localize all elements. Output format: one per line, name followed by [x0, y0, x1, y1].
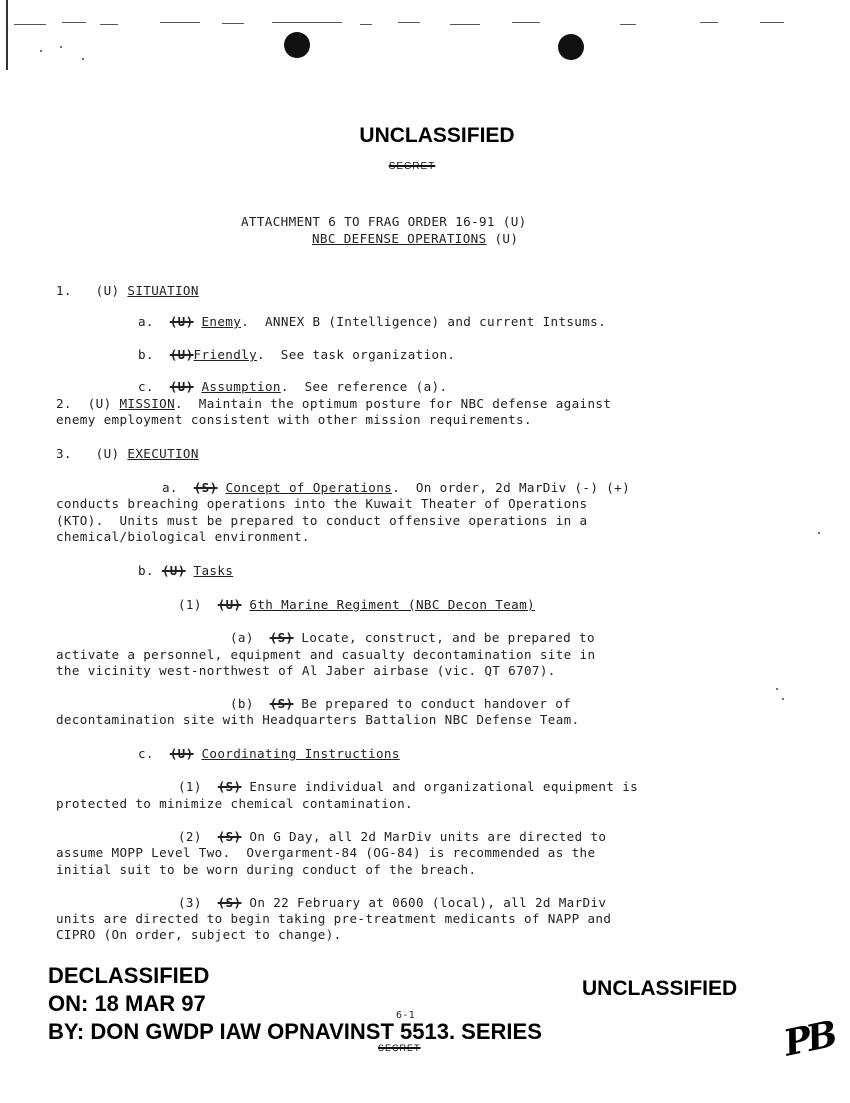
para-text: Ensure individual and organizational equipment is: [241, 779, 639, 794]
scan-artifact: [272, 22, 342, 23]
handwritten-initials: PB: [780, 1013, 838, 1065]
top-classification: UNCLASSIFIED: [359, 124, 515, 147]
coord-1-line-1: [178, 779, 638, 794]
section-number: 1.: [56, 283, 72, 298]
subpara-number: (b): [230, 696, 254, 711]
para-text: . See task organization.: [257, 347, 456, 362]
scan-artifact: [100, 24, 118, 25]
subject-line: [312, 231, 518, 246]
para-text: . ANNEX B (Intelligence) and current Intsums.: [241, 314, 607, 329]
struck-mark: (U): [169, 379, 194, 394]
coord-2-line-3: initial suit to be worn during conduct of the breach.: [56, 862, 477, 877]
para-title: Concept of Operations: [225, 480, 393, 495]
section-2-line-2: enemy employment consistent with other mission requirements.: [56, 412, 532, 427]
task-1a-line-3: the vicinity west-northwest of Al Jaber airbase (vic. QT 6707).: [56, 663, 556, 678]
para-title: Coordinating Instructions: [201, 746, 400, 761]
para-text: Locate, construct, and be prepared to: [293, 630, 595, 645]
subject-title: NBC DEFENSE OPERATIONS: [312, 231, 487, 246]
para-title: Assumption: [201, 379, 281, 394]
para-letter: c.: [138, 379, 154, 394]
struck-mark: (U): [169, 347, 194, 362]
scan-artifact: [360, 24, 372, 25]
scan-artifact: [222, 23, 244, 24]
scan-artifact: [700, 22, 718, 23]
scan-speck: [776, 688, 778, 690]
punch-hole: [284, 32, 310, 58]
scan-artifact: [398, 22, 420, 23]
coord-2-line-2: assume MOPP Level Two. Overgarment-84 (OG-84) is recommended as the: [56, 845, 596, 860]
para-text: . See reference (a).: [280, 379, 448, 394]
scan-speck: [60, 46, 62, 48]
para-1b: [138, 347, 455, 362]
section-title: SITUATION: [127, 283, 199, 298]
para-3a-line-1: [162, 480, 630, 495]
scan-edge-line: [6, 0, 8, 70]
para-text: . Maintain the optimum posture for NBC defense against: [175, 396, 612, 411]
subpara-number: (1): [178, 779, 202, 794]
struck-mark: (S): [269, 696, 294, 711]
section-3-heading: [56, 446, 199, 461]
subpara-number: (2): [178, 829, 202, 844]
para-text: On 22 February at 0600 (local), all 2d MarDiv: [241, 895, 607, 910]
bottom-classification: UNCLASSIFIED: [582, 977, 738, 1000]
para-title: Enemy: [201, 314, 242, 329]
struck-mark: (S): [269, 630, 294, 645]
section-2-line-1: [56, 396, 611, 411]
para-3b: [138, 563, 233, 578]
coord-3-line-2: units are directed to begin taking pre-treatment medicants of NAPP and: [56, 911, 612, 926]
subpara-number: (1): [178, 597, 202, 612]
para-text: On G Day, all 2d MarDiv units are directed to: [241, 829, 607, 844]
classification-mark: (U): [95, 283, 120, 298]
coord-3-line-3: CIPRO (On order, subject to change).: [56, 927, 342, 942]
classification-mark: (U): [87, 396, 112, 411]
scan-speck: [782, 698, 784, 700]
para-1a: [138, 314, 606, 329]
coord-3-line-1: [178, 895, 606, 910]
para-letter: b.: [138, 347, 154, 362]
struck-mark: (S): [217, 895, 242, 910]
struck-mark: (S): [217, 779, 242, 794]
para-letter: c.: [138, 746, 154, 761]
attachment-title: ATTACHMENT 6 TO FRAG ORDER 16-91 (U): [241, 214, 527, 229]
scan-speck: [818, 532, 820, 534]
subpara-number: (3): [178, 895, 202, 910]
page-number: 6-1: [396, 1010, 416, 1021]
para-1c: [138, 379, 447, 394]
scan-artifact: [62, 22, 86, 23]
subject-mark: (U): [494, 231, 519, 246]
punch-hole: [558, 34, 584, 60]
para-3a-line-2: conducts breaching operations into the Kuwait Theater of Operations: [56, 496, 588, 511]
declassified-authority: BY: DON GWDP IAW OPNAVINST 5513. SERIES: [48, 1019, 542, 1044]
para-letter: b.: [138, 563, 154, 578]
task-1: [178, 597, 535, 612]
struck-mark: (U): [169, 314, 194, 329]
task-1a-line-1: [230, 630, 595, 645]
para-3a-line-4: chemical/biological environment.: [56, 529, 310, 544]
para-text: Be prepared to conduct handover of: [293, 696, 572, 711]
section-number: 3.: [56, 446, 72, 461]
scan-artifact: [512, 22, 540, 23]
scan-speck: [40, 50, 42, 52]
para-letter: a.: [138, 314, 154, 329]
scan-artifact: [160, 22, 200, 23]
scan-speck: [82, 58, 84, 60]
coord-2-line-1: [178, 829, 606, 844]
scan-artifact: [620, 24, 636, 25]
declassified-stamp: DECLASSIFIED: [48, 963, 210, 988]
top-struck-classification: SECRET: [388, 161, 436, 172]
struck-mark: (S): [193, 480, 218, 495]
struck-mark: (U): [217, 597, 242, 612]
declassified-date: ON: 18 MAR 97: [48, 991, 206, 1016]
para-title: Tasks: [193, 563, 234, 578]
section-title: MISSION: [119, 396, 176, 411]
para-letter: a.: [162, 480, 178, 495]
scan-artifact: [760, 22, 784, 23]
bottom-struck-classification: SECRET: [378, 1043, 421, 1053]
para-3a-line-3: (KTO). Units must be prepared to conduct offensive operations in a: [56, 513, 588, 528]
struck-mark: (U): [161, 563, 186, 578]
subpara-number: (a): [230, 630, 254, 645]
task-1b-line-2: decontamination site with Headquarters Battalion NBC Defense Team.: [56, 712, 580, 727]
section-title: EXECUTION: [127, 446, 199, 461]
classification-mark: (U): [95, 446, 120, 461]
coord-1-line-2: protected to minimize chemical contamination.: [56, 796, 413, 811]
para-title: Friendly: [193, 347, 258, 362]
scan-artifact: [14, 24, 46, 25]
task-1a-line-2: activate a personnel, equipment and casualty decontamination site in: [56, 647, 596, 662]
struck-mark: (U): [169, 746, 194, 761]
section-number: 2.: [56, 396, 72, 411]
para-text: . On order, 2d MarDiv (-) (+): [392, 480, 631, 495]
subpara-title: 6th Marine Regiment (NBC Decon Team): [249, 597, 535, 612]
task-1b-line-1: [230, 696, 571, 711]
struck-mark: (S): [217, 829, 242, 844]
section-1-heading: [56, 283, 199, 298]
scan-artifact: [450, 24, 480, 25]
para-3c: [138, 746, 400, 761]
